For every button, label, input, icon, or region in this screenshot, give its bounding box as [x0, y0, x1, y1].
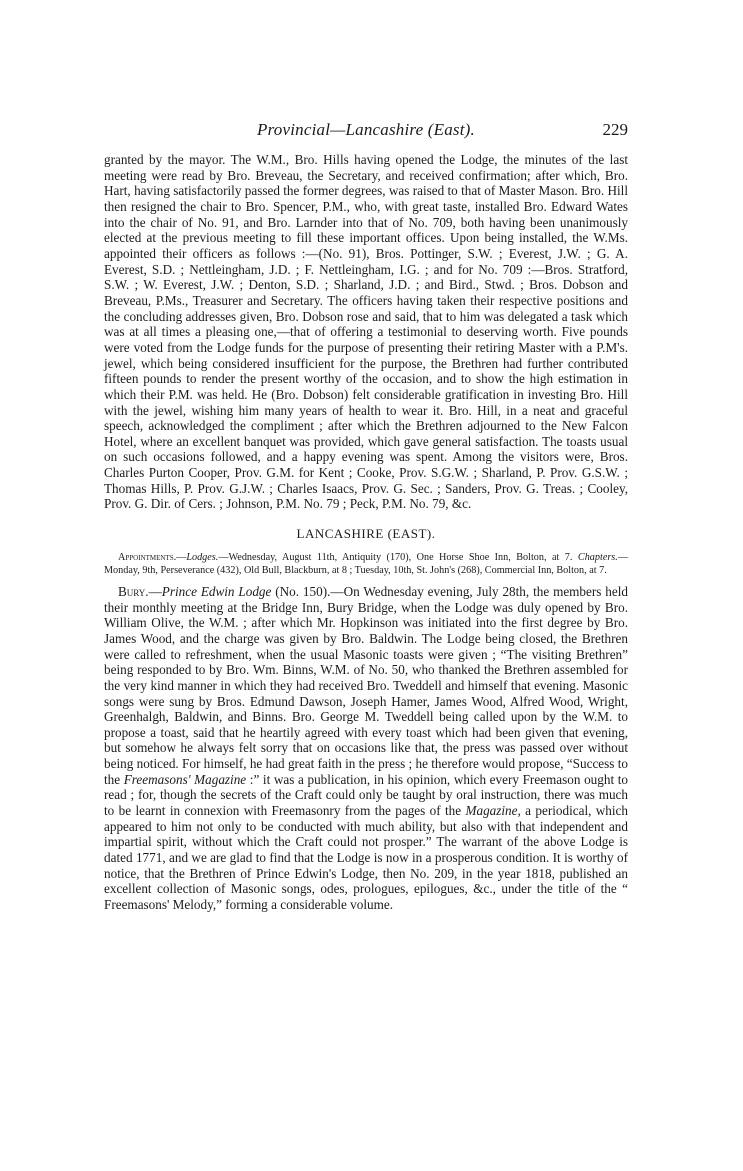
running-head	[104, 120, 628, 142]
lodges-label: Lodges.	[186, 552, 219, 564]
bury-text-3: a periodical, which appeared to him not only to be conducted with much ability, but also with that independent and impartial spirit, without which the Craft could not prosper.” The warrant of the above Lodge is dated 1771, and we are glad to find that the Lodge is now in a prosperous condition. It is worthy of notice, that the Brethren of Prince Edwin's Lodge, then No. 209, in the year 1818, published an excellent collection of Masonic songs, odes, prologues, epilogues, &c., under the title of the “ Freemasons' Melody,” forming a considerable volume.	[104, 803, 628, 913]
bury-dash: —	[148, 583, 162, 599]
bury-text-2: :” it was a publication, in his opinion, which every Freemason ought to read ; for, though the secrets of the Craft could only be taught by oral instruction, there was much to be learnt in connexion with Freemasonry from the pages of the	[104, 771, 628, 819]
section-heading: LANCASHIRE (EAST).	[296, 526, 436, 542]
running-title: Provincial—Lancashire (East).	[257, 120, 475, 139]
lodges-text: —Wednesday, August 11th, Antiquity (170), One Horse Shoe Inn, Bolton, at 7.	[218, 552, 578, 564]
page	[104, 120, 628, 913]
appointments-label: Appointments.	[118, 552, 177, 564]
bury-label: Bury.	[118, 583, 149, 599]
appointments-notice	[104, 552, 628, 577]
page-number: 229	[602, 120, 628, 139]
magazine-title-2: Magazine,	[465, 803, 521, 819]
lodge-name: Prince Edwin Lodge	[161, 583, 272, 599]
paragraph-continued: granted by the mayor. The W.M., Bro. Hills having opened the Lodge, the minutes of the last meeting were read by Bro. Breveau, the Secretary, and received confirmation; after which, Bro. Hart, having satisfactorily passed the former degrees, was raised to that of Master Mason. Bro. Hill then resigned the chair to Bro. Spencer, P.M., who, with great taste, installed Bro. Edward Wates into the chair of No. 91, and Bro. Larnder into that of No. 709, both having been unanimously elected at the previous meeting to fill these important offices. Upon being installed, the W.Ms. appointed their officers as follows :—(No. 91), Bros. Pottinger, S.W. ; Everest, J.W. ; G. A. Everest, S.D. ; Nettleingham, J.D. ; F. Nettleingham, I.G. ; and for No. 709 :—Bros. Stratford, S.W. ; W. Everest, J.W. ; Denton, S.D. ; Sharland, J.D. ; and Bird., Stwd. ; Bros. Dobson and Breveau, P.Ms., Treasurer and Secretary. The officers having taken their respective positions and the concluding addresses given, Bro. Dobson rose and said, that to him was delegated a task which was at all times a pleasing one,—that of offering a testimonial to deserving worth. Five pounds were voted from the Lodge funds for the purpose of presenting their retiring Master with a P.M's. jewel, which being considered insufficient for the purpose, the Brethren had further contributed fifteen pounds to render the present worthy of the occasion, and to show the high estimation in which their P.M. was held. He (Bro. Dobson) felt considerable gratification in investing Bro. Hill with the jewel, wishing him many years of health to wear it. Bro. Hill, in a neat and graceful speech, acknowledged the compliment ; after which the Brethren adjourned to the New Falcon Hotel, where an excellent banquet was provided, which gave general satisfaction. The toasts usual on such occasions followed, and a happy evening was spent. Among the visitors were, Bros. Charles Purton Cooper, Prov. G.M. for Kent ; Cooke, Prov. S.G.W. ; Sharland, P. Prov. G.S.W. ; Thomas Hills, P. Prov. G.J.W. ; Charles Isaacs, Prov. G. Sec. ; Sanders, Prov. G. Treas. ; Cooley, Prov. G. Dir. of Cers. ; Johnson, P.M. No. 79 ; Peck, P.M. No. 79, &c.	[104, 152, 628, 512]
bury-report	[104, 584, 628, 913]
chapters-text: —Monday, 9th, Perseverance (432), Old Bull, Blackburn, at 8 ; Tuesday, 10th, St. John's (268), Commercial Inn, Bolton, at 7.	[104, 552, 628, 576]
appointments-dash: —	[176, 552, 187, 564]
chapters-label: Chapters.	[577, 552, 618, 564]
magazine-title-1: Freemasons' Magazine	[123, 771, 247, 787]
bury-text-1: (No. 150).—On Wednesday evening, July 28th, the members held their monthly meeting at the Bridge Inn, Bury Bridge, when the Lodge was duly opened by Bro. William Olive, the W.M. ; after which Mr. Hopkinson was initiated into the first degree by Bro. James Wood, and the charge was given by Bro. Baldwin. The Lodge being closed, the Brethren were called to refreshment, when the usual Masonic toasts were given ; “The visiting Brethren” being responded to by Bro. Wm. Binns, W.M. of No. 50, who thanked the Brethren assembled for the very kind manner in which they had received Bro. Tweddell and himself that evening. Masonic songs were sung by Bros. Edmund Dawson, Joseph Hamer, James Wood, Alfred Wood, Wright, Greenhalgh, Baldwin, and Binns. Bro. George M. Tweddell being called upon by the W.M. to propose a toast, said that he heartily agreed with every toast which had been given that evening, but somehow he always felt sorry that on occasions like that, the press was passed over without being noticed. For himself, he had great faith in the press ; he therefore would propose, “Success to the	[104, 583, 628, 787]
